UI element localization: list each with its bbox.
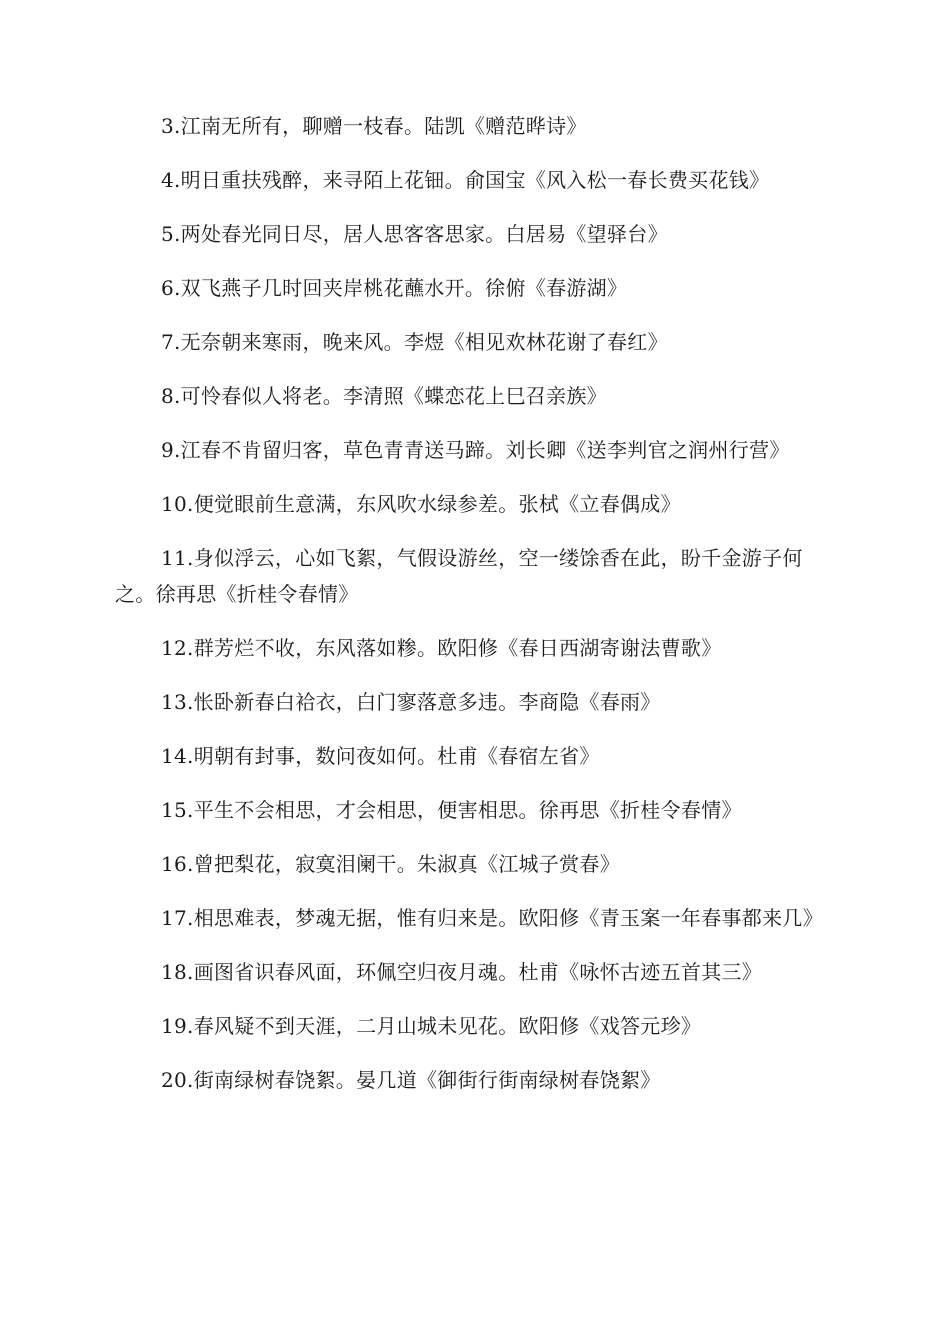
poem-line-17: 17.相思难表，梦魂无据，惟有归来是。欧阳修《青玉案一年春事都来几》 [161, 906, 824, 930]
document-body [115, 108, 830, 1116]
poem-line-16: 16.曾把梨花，寂寞泪阑干。朱淑真《江城子赏春》 [161, 852, 621, 876]
poem-line-3: 3.江南无所有，聊赠一枝春。陆凯《赠范晔诗》 [161, 114, 587, 138]
poem-line-7: 7.无奈朝来寒雨，晚来风。李煜《相见欢林花谢了春红》 [161, 330, 668, 354]
poem-line-11: 11.身似浮云，心如飞絮，气假设游丝，空一缕馀香在此，盼千金游子何之。徐再思《折桂令春情》 [115, 546, 803, 606]
poem-line-5: 5.两处春光同日尽，居人思客客思家。白居易《望驿台》 [161, 222, 668, 246]
poem-line-14: 14.明朝有封事，数问夜如何。杜甫《春宿左省》 [161, 744, 600, 768]
poem-line-10: 10.便觉眼前生意满，东风吹水绿参差。张栻《立春偶成》 [161, 492, 681, 516]
poem-line-12: 12.群芳烂不收，东风落如糁。欧阳修《春日西湖寄谢法曹歌》 [161, 636, 722, 660]
poem-line-6: 6.双飞燕子几时回夹岸桃花蘸水开。徐俯《春游湖》 [161, 276, 628, 300]
poem-line-9: 9.江春不肯留归客，草色青青送马蹄。刘长卿《送李判官之润州行营》 [161, 438, 790, 462]
poem-line-15: 15.平生不会相思，才会相思，便害相思。徐再思《折桂令春情》 [161, 798, 742, 822]
poem-line-8: 8.可怜春似人将老。李清照《蝶恋花上巳召亲族》 [161, 384, 607, 408]
poem-line-13: 13.怅卧新春白袷衣，白门寥落意多违。李商隐《春雨》 [161, 690, 661, 714]
poem-line-18: 18.画图省识春风面，环佩空归夜月魂。杜甫《咏怀古迹五首其三》 [161, 960, 763, 984]
poem-line-4: 4.明日重扶残醉，来寻陌上花钿。俞国宝《风入松一春长费买花钱》 [161, 168, 770, 192]
poem-line-20: 20.街南绿树春饶絮。晏几道《御街行街南绿树春饶絮》 [161, 1068, 661, 1092]
poem-line-19: 19.春风疑不到天涯，二月山城未见花。欧阳修《戏答元珍》 [161, 1014, 702, 1038]
